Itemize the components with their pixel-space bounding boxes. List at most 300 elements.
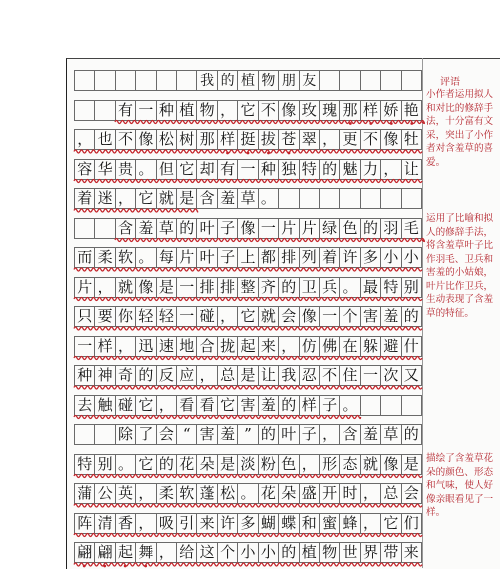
grid-cell: 害 — [197, 425, 217, 444]
grid-cell: 带 — [381, 543, 401, 562]
grid-cell: 力 — [361, 160, 381, 179]
grid-cell: 去 — [75, 396, 95, 415]
grid-cells — [74, 277, 422, 298]
grid-cell: 卫 — [300, 278, 320, 297]
grid-cell: ， — [279, 337, 299, 356]
grid-cell: 。 — [259, 189, 279, 208]
grid-cell: 魅 — [340, 160, 360, 179]
grid-cell: 含 — [340, 425, 360, 444]
grid-cell: 仿 — [300, 337, 320, 356]
grid-cell: 而 — [75, 248, 95, 267]
grid-row — [74, 243, 422, 273]
grid-cell — [95, 219, 115, 238]
grid-cell: 它 — [136, 455, 156, 474]
grid-cell: 。 — [340, 278, 360, 297]
grid-cell — [177, 71, 197, 90]
grid-cell: 子 — [300, 425, 320, 444]
grid-cell: 容 — [75, 160, 95, 179]
grid-cell — [279, 189, 299, 208]
grid-cell: 树 — [177, 130, 197, 149]
grid-cell: 开 — [320, 484, 340, 503]
grid-row — [74, 420, 422, 450]
grid-cell: 独 — [279, 160, 299, 179]
grid-cell: 却 — [197, 160, 217, 179]
comment-3: 描绘了含羞草花朵的颜色、形态和气味，使人好像亲眼看见了一样。 — [426, 453, 494, 518]
grid-cell: 不 — [259, 101, 279, 120]
grid-cell: 世 — [340, 543, 360, 562]
grid-cell — [75, 219, 95, 238]
grid-cell: 排 — [218, 278, 238, 297]
grid-cell: 时 — [340, 484, 360, 503]
grid-row — [74, 96, 422, 126]
grid-cell: 软 — [116, 248, 136, 267]
grid-cell: 躲 — [361, 337, 381, 356]
grid-cell: 排 — [197, 278, 217, 297]
grid-cell: 它 — [238, 307, 258, 326]
grid-cell: 朵 — [279, 484, 299, 503]
grid-cell: 特 — [300, 160, 320, 179]
grid-cells — [74, 218, 422, 239]
grid-cell: 也 — [95, 130, 115, 149]
grid-cell: 。 — [238, 484, 258, 503]
grid-cell: 色 — [279, 455, 299, 474]
grid-cell: 让 — [259, 366, 279, 385]
grid-cell — [157, 71, 177, 90]
grid-cell: 佛 — [320, 337, 340, 356]
grid-cell: 是 — [157, 278, 177, 297]
grid-cell: ， — [157, 396, 177, 415]
grid-cell: 但 — [157, 160, 177, 179]
grid-cell: 会 — [157, 425, 177, 444]
grid-cell: 什 — [402, 337, 422, 356]
grid-cell: 和 — [300, 514, 320, 533]
grid-cell: ， — [116, 189, 136, 208]
grid-cells — [74, 454, 422, 475]
grid-cell: 拔 — [259, 130, 279, 149]
grid-cell: 你 — [116, 307, 136, 326]
grid-cell: ， — [116, 337, 136, 356]
grid-cell: 我 — [279, 366, 299, 385]
grid-cell: 种 — [75, 366, 95, 385]
grid-cell: 了 — [136, 425, 156, 444]
grid-cell: 蝴 — [259, 514, 279, 533]
grid-cell: 最 — [361, 278, 381, 297]
grid-cell: 松 — [157, 130, 177, 149]
grid-cell: 应 — [177, 366, 197, 385]
grid-cell — [75, 71, 95, 90]
grid-cell: 害 — [361, 307, 381, 326]
grid-cell: 的 — [259, 425, 279, 444]
grid-cell: 每 — [157, 248, 177, 267]
grid-cell: 一 — [361, 366, 381, 385]
grid-cell: 。 — [116, 455, 136, 474]
grid-cell: 轻 — [136, 307, 156, 326]
grid-cell: 别 — [402, 278, 422, 297]
grid-cell: 娇 — [381, 101, 401, 120]
grid-cell: 一 — [259, 219, 279, 238]
grid-cell: 碰 — [116, 396, 136, 415]
grid-cell — [402, 396, 422, 415]
grid-cell: 的 — [320, 160, 340, 179]
grid-cell: 松 — [218, 484, 238, 503]
grid-cell: 更 — [340, 130, 360, 149]
grid-cell — [300, 189, 320, 208]
grid-cell: 叶 — [197, 219, 217, 238]
grid-cell: 来 — [259, 337, 279, 356]
grid-cells — [74, 542, 422, 563]
grid-cell: 粉 — [259, 455, 279, 474]
grid-cell: 它 — [136, 189, 156, 208]
grid-cell: 的 — [157, 455, 177, 474]
grid-cell: 一 — [136, 101, 156, 120]
grid-cell: 就 — [157, 189, 177, 208]
grid-cell: 舞 — [136, 543, 156, 562]
grid-cell — [381, 71, 401, 90]
grid-cell: 都 — [259, 248, 279, 267]
grid-cell: 迅 — [136, 337, 156, 356]
grid-cells — [74, 483, 422, 504]
grid-cell: 它 — [177, 160, 197, 179]
grid-cell: 翩 — [95, 543, 115, 562]
grid-cell: 种 — [259, 160, 279, 179]
grid-cell: 有 — [116, 101, 136, 120]
grid-cell: 总 — [218, 366, 238, 385]
grid-cell: 个 — [218, 543, 238, 562]
grid-cell: 碰 — [197, 307, 217, 326]
grid-cell: 子 — [218, 219, 238, 238]
grid-cell: 着 — [75, 189, 95, 208]
grid-cell: 羞 — [381, 307, 401, 326]
grid-cell: 蜂 — [340, 514, 360, 533]
grid-cell: 羞 — [218, 189, 238, 208]
grid-cell: 迷 — [95, 189, 115, 208]
grid-cell — [381, 189, 401, 208]
grid-row — [74, 184, 422, 214]
grid-cell: 含 — [116, 219, 136, 238]
grid-cell: ， — [197, 366, 217, 385]
grid-cell: 奇 — [116, 366, 136, 385]
grid-cell: 会 — [402, 484, 422, 503]
grid-cell: 草 — [157, 219, 177, 238]
grid-cell: 来 — [197, 514, 217, 533]
grid-cell: 花 — [259, 484, 279, 503]
grid-cell: 草 — [238, 189, 258, 208]
grid-cell: 羞 — [259, 396, 279, 415]
grid-cell: 触 — [95, 396, 115, 415]
grid-cell: 轻 — [157, 307, 177, 326]
grid-cell: 列 — [300, 248, 320, 267]
grid-cell: 看 — [197, 396, 217, 415]
grid-cell: 界 — [361, 543, 381, 562]
grid-cell: 害 — [238, 396, 258, 415]
grid-cell: 片 — [300, 219, 320, 238]
grid-cell: 朵 — [197, 455, 217, 474]
grid-cell: 像 — [238, 219, 258, 238]
grid-cell: 。 — [136, 248, 156, 267]
grid-cell: ， — [381, 160, 401, 179]
grid-cell: 总 — [381, 484, 401, 503]
grid-cell: 像 — [279, 101, 299, 120]
grid-cell: 的 — [361, 219, 381, 238]
grid-cells — [74, 424, 422, 445]
grid-cell: 香 — [116, 514, 136, 533]
grid-cell: 的 — [402, 307, 422, 326]
grid-cell: 许 — [340, 248, 360, 267]
grid-cell — [361, 396, 381, 415]
grid-cell: ， — [75, 130, 95, 149]
grid-cell — [75, 101, 95, 120]
grid-cell: 友 — [300, 71, 320, 90]
grid-cell: 羞 — [361, 425, 381, 444]
grid-cell: 羽 — [381, 219, 401, 238]
grid-cell: 地 — [177, 337, 197, 356]
grid-cell: 特 — [381, 278, 401, 297]
grid-cell: 小 — [259, 543, 279, 562]
grid-cells — [74, 129, 422, 150]
grid-cell: 许 — [218, 514, 238, 533]
grid-cell: 牡 — [402, 130, 422, 149]
grid-cell: ， — [300, 455, 320, 474]
grid-cell: 阵 — [75, 514, 95, 533]
grid-cell: 避 — [381, 337, 401, 356]
grid-cell: ， — [320, 425, 340, 444]
grid-cell: ， — [157, 543, 177, 562]
grid-cell: 一 — [238, 160, 258, 179]
grid-cell: 一 — [320, 307, 340, 326]
grid-cell: ， — [361, 514, 381, 533]
grid-cell: 像 — [136, 278, 156, 297]
grid-cell: 合 — [197, 337, 217, 356]
grid-cell — [402, 71, 422, 90]
grid-cell: ， — [95, 278, 115, 297]
grid-cell: 绿 — [320, 219, 340, 238]
grid-cell: 的 — [279, 396, 299, 415]
grid-cell: 们 — [402, 514, 422, 533]
grid-row — [74, 214, 422, 244]
grid-cell: 柔 — [95, 248, 115, 267]
grid-cell: 的 — [136, 366, 156, 385]
grid-cell: 神 — [95, 366, 115, 385]
grid-cells — [74, 247, 422, 268]
grid-cell: 是 — [402, 455, 422, 474]
grid-cell: ， — [361, 484, 381, 503]
grid-cells — [74, 188, 422, 209]
grid-cell — [402, 189, 422, 208]
grid-cell: 看 — [177, 396, 197, 415]
grid-cells — [74, 513, 422, 534]
grid-cell: 多 — [361, 248, 381, 267]
grid-cell: 植 — [238, 71, 258, 90]
comment-1: 小作者运用拟人和对比的修辞手法，十分富有文采，突出了小作者对含羞草的喜爱。 — [426, 89, 494, 168]
grid-cell: 它 — [218, 396, 238, 415]
grid-cell: 引 — [177, 514, 197, 533]
grid-cell: ， — [218, 307, 238, 326]
grid-cell: 子 — [218, 248, 238, 267]
grid-cell: 让 — [402, 160, 422, 179]
grid-cell — [381, 396, 401, 415]
grid-cell: 玫 — [300, 101, 320, 120]
grid-cell — [136, 71, 156, 90]
grid-row — [74, 361, 422, 391]
grid-cell: 片 — [177, 248, 197, 267]
grid-cell: 小 — [402, 248, 422, 267]
grid-cell: 种 — [157, 101, 177, 120]
grid-cell: 起 — [238, 337, 258, 356]
grid-cell: 那 — [340, 101, 360, 120]
grid-cell: 的 — [279, 543, 299, 562]
grid-cell: 有 — [218, 160, 238, 179]
grid-cell: 齐 — [259, 278, 279, 297]
grid-row — [74, 66, 422, 96]
grid-cell: 的 — [177, 219, 197, 238]
grid-cell: 物 — [320, 543, 340, 562]
grid-cells — [74, 395, 422, 416]
grid-cell: “ — [177, 425, 197, 444]
margin-divider — [422, 58, 423, 568]
grid-cell: 它 — [136, 396, 156, 415]
grid-cell: 样 — [218, 130, 238, 149]
comment-header: 评语 — [440, 77, 460, 88]
grid-cell — [340, 71, 360, 90]
grid-cell: 次 — [381, 366, 401, 385]
grid-cell: 。 — [136, 160, 156, 179]
grid-cells — [74, 336, 422, 357]
grid-cell: 样 — [95, 337, 115, 356]
grid-row — [74, 125, 422, 155]
grid-cell: 贵 — [116, 160, 136, 179]
grid-cell: 住 — [340, 366, 360, 385]
grid-cell — [320, 71, 340, 90]
grid-cell: 片 — [279, 219, 299, 238]
grid-cell: 的 — [279, 278, 299, 297]
grid-cell: 蓬 — [197, 484, 217, 503]
grid-cell: ， — [218, 101, 238, 120]
grid-cell: 吸 — [157, 514, 177, 533]
grid-cell: 软 — [177, 484, 197, 503]
grid-cell: 物 — [259, 71, 279, 90]
grid-cell — [95, 101, 115, 120]
grid-cell: 在 — [340, 337, 360, 356]
grid-cells — [74, 159, 422, 180]
grid-cell: ， — [136, 514, 156, 533]
grid-row — [74, 450, 422, 480]
grid-cell: 子 — [320, 396, 340, 415]
grid-cell — [75, 425, 95, 444]
grid-row — [74, 391, 422, 421]
writing-grid — [74, 66, 422, 568]
grid-cell: 我 — [197, 71, 217, 90]
grid-cell: 的 — [402, 425, 422, 444]
grid-cell: 英 — [116, 484, 136, 503]
grid-cell: 是 — [177, 189, 197, 208]
grid-cell: 清 — [95, 514, 115, 533]
grid-cell — [95, 71, 115, 90]
grid-cell: 植 — [177, 101, 197, 120]
grid-cell: 会 — [279, 307, 299, 326]
grid-cell: 是 — [218, 455, 238, 474]
grid-cell: 不 — [116, 130, 136, 149]
grid-cell: 忍 — [300, 366, 320, 385]
grid-cell: 羞 — [218, 425, 238, 444]
grid-cell: 蝶 — [279, 514, 299, 533]
grid-cell: 反 — [157, 366, 177, 385]
grid-cell: ， — [320, 130, 340, 149]
grid-cell: 就 — [361, 455, 381, 474]
grid-cell: 像 — [381, 455, 401, 474]
grid-cell: 不 — [320, 366, 340, 385]
grid-cell: 是 — [238, 366, 258, 385]
grid-cell: 蒲 — [75, 484, 95, 503]
grid-cell: 样 — [361, 101, 381, 120]
grid-cell: 的 — [218, 71, 238, 90]
grid-cell: 朋 — [279, 71, 299, 90]
grid-cell: 一 — [177, 307, 197, 326]
grid-cell: 公 — [95, 484, 115, 503]
grid-cell: 要 — [95, 307, 115, 326]
grid-cell: 这 — [197, 543, 217, 562]
grid-row — [74, 155, 422, 185]
grid-cell: 个 — [340, 307, 360, 326]
grid-cell: 挺 — [238, 130, 258, 149]
grid-cell: 就 — [259, 307, 279, 326]
grid-cell: 它 — [381, 514, 401, 533]
grid-cell: 不 — [361, 130, 381, 149]
grid-cell: 盛 — [300, 484, 320, 503]
grid-cell: 别 — [95, 455, 115, 474]
grid-row — [74, 538, 422, 568]
grid-cells — [74, 306, 422, 327]
grid-cell: 形 — [320, 455, 340, 474]
grid-row — [74, 332, 422, 362]
grid-cell: 色 — [340, 219, 360, 238]
grid-cell: 叶 — [279, 425, 299, 444]
grid-cell — [116, 71, 136, 90]
grid-row — [74, 273, 422, 303]
grid-cell: 花 — [177, 455, 197, 474]
grid-cell: 那 — [197, 130, 217, 149]
grid-cell: 态 — [340, 455, 360, 474]
grid-cell: 草 — [381, 425, 401, 444]
grid-row — [74, 479, 422, 509]
grid-cell: 翩 — [75, 543, 95, 562]
grid-cell: 淡 — [238, 455, 258, 474]
grid-cell: 它 — [238, 101, 258, 120]
grid-cell: 华 — [95, 160, 115, 179]
grid-cell: 整 — [238, 278, 258, 297]
grid-cell: 像 — [381, 130, 401, 149]
grid-cell: 起 — [116, 543, 136, 562]
grid-cell — [361, 71, 381, 90]
grid-cell: ， — [136, 484, 156, 503]
grid-cell: 小 — [381, 248, 401, 267]
grid-cell: 。 — [340, 396, 360, 415]
grid-cell: 速 — [157, 337, 177, 356]
grid-cell: 苍 — [279, 130, 299, 149]
grid-row — [74, 302, 422, 332]
grid-cell: 上 — [238, 248, 258, 267]
grid-cell: 只 — [75, 307, 95, 326]
grid-cell: 兵 — [320, 278, 340, 297]
grid-cell: 艳 — [402, 101, 422, 120]
grid-cell: 小 — [238, 543, 258, 562]
grid-cell: 就 — [116, 278, 136, 297]
grid-cell — [320, 189, 340, 208]
grid-cell: 像 — [300, 307, 320, 326]
grid-cell: 给 — [177, 543, 197, 562]
grid-cell: 羞 — [136, 219, 156, 238]
grid-cell: 物 — [197, 101, 217, 120]
grid-cell: 来 — [402, 543, 422, 562]
